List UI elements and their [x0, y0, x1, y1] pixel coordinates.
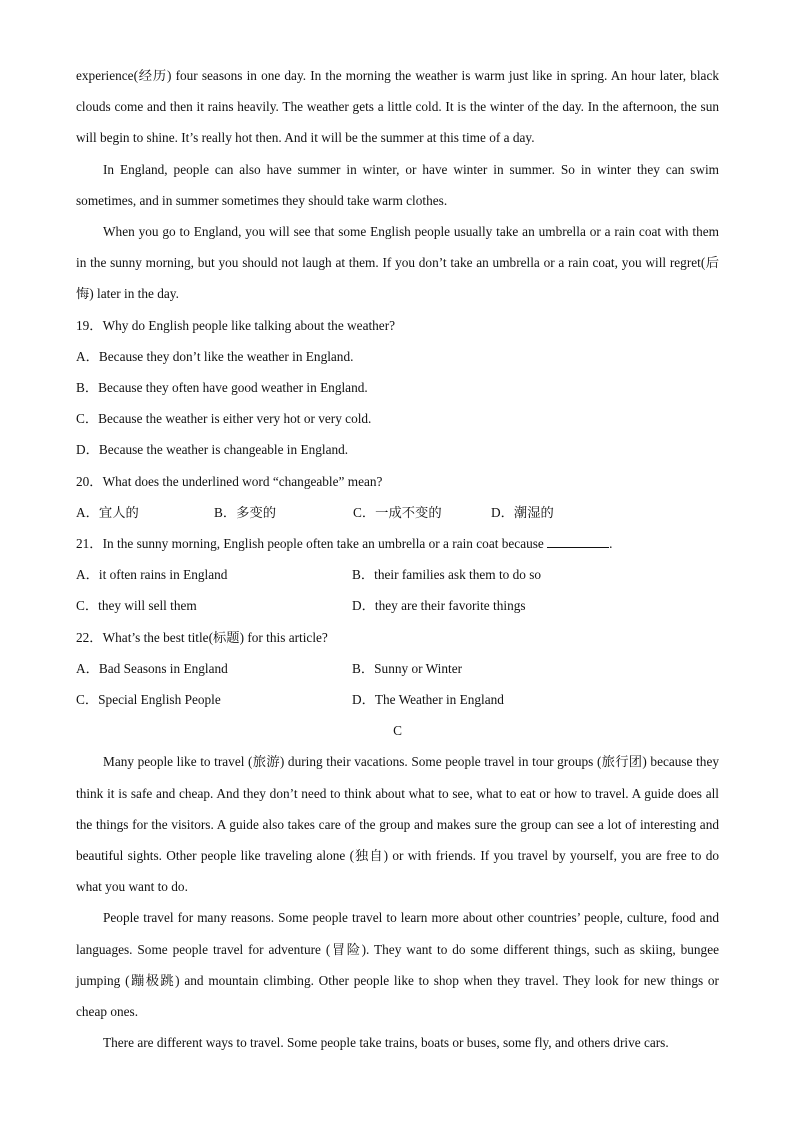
question-22-option-c: C．Special English People	[76, 692, 221, 708]
question-20-options	[76, 497, 719, 528]
question-21-option-c: C．they will sell them	[76, 598, 197, 614]
section-heading: C	[393, 723, 402, 739]
passage-paragraph: experience(经历) four seasons in one day. In the morning the weather is warm just like in spring. An hour later, black clouds come and then it rains heavily. The weather gets a little cold. It is the winter of the day. In the afternoon, the sun will begin to shine. It’s really hot then. And it will be the summer at this time of a day.	[76, 68, 719, 146]
question-21-option-b: B．their families ask them to do so	[352, 567, 542, 583]
question-22-option-d: D．The Weather in England	[352, 692, 504, 708]
question-20-option-a: A．宜人的	[76, 504, 139, 520]
question-21-stem: 21．In the sunny morning, English people often take an umbrella or a rain coat because	[76, 536, 544, 552]
passage-paragraph: In England, people can also have summer in winter, or have winter in summer. So in winter they can swim sometimes, and in summer sometimes they should take warm clothes.	[76, 161, 719, 208]
question-20-option-c: C．一成不变的	[353, 504, 442, 520]
question-20-stem: 20．What does the underlined word “changeable” mean?	[76, 473, 383, 489]
question-19-option-a: A．Because they don’t like the weather in England.	[76, 348, 354, 364]
question-20-option-d: D．潮湿的	[491, 504, 554, 520]
question-22-option-b: B．Sunny or Winter	[352, 660, 463, 676]
question-21-stem-end: .	[609, 536, 613, 552]
question-21-options-row-2	[76, 590, 719, 621]
question-19-stem: 19．Why do English people like talking about the weather?	[76, 317, 396, 333]
question-21-options-row-1	[76, 559, 719, 590]
question-22-option-a: A．Bad Seasons in England	[76, 660, 228, 676]
question-19-option-c: C．Because the weather is either very hot or very cold.	[76, 411, 372, 427]
question-22-stem: 22．What’s the best title(标题) for this article?	[76, 629, 328, 645]
passage-paragraph: People travel for many reasons. Some people travel to learn more about other countries’ people, culture, food and languages. Some people travel for adventure (冒险). They want to do some different things, such as skiing, bungee jumping (蹦极跳) and mountain climbing. Other people like to shop when they travel. They look for new things or cheap ones.	[76, 910, 719, 1020]
question-20-option-b: B．多变的	[214, 504, 277, 520]
question-21-stem-line	[76, 528, 719, 559]
answer-blank	[547, 535, 609, 548]
question-22-options-row-1	[76, 653, 719, 684]
question-22-options-row-2	[76, 684, 719, 715]
question-21-option-a: A．it often rains in England	[76, 567, 228, 583]
question-19-option-b: B．Because they often have good weather in England.	[76, 380, 368, 396]
question-21-option-d: D．they are their favorite things	[352, 598, 526, 614]
passage-paragraph: There are different ways to travel. Some people take trains, boats or buses, some fly, and others drive cars.	[103, 1035, 669, 1051]
passage-paragraph: Many people like to travel (旅游) during their vacations. Some people travel in tour groups (旅行团) because they think it is safe and cheap. And they don’t need to think about what to see, what to eat or how to travel. A guide does all the things for the visitors. A guide also takes care of the group and makes sure the group can see a lot of interesting and beautiful sights. Other people like traveling alone (独自) or with friends. If you travel by yourself, you are free to do what you want to do.	[76, 754, 719, 895]
exam-page	[76, 60, 719, 1059]
question-19-option-d: D．Because the weather is changeable in England.	[76, 442, 349, 458]
passage-paragraph: When you go to England, you will see that some English people usually take an umbrella or a rain coat with them in the sunny morning, but you should not laugh at them. If you don’t take an umbrella or a rain coat, you will regret(后悔) later in the day.	[76, 224, 719, 302]
